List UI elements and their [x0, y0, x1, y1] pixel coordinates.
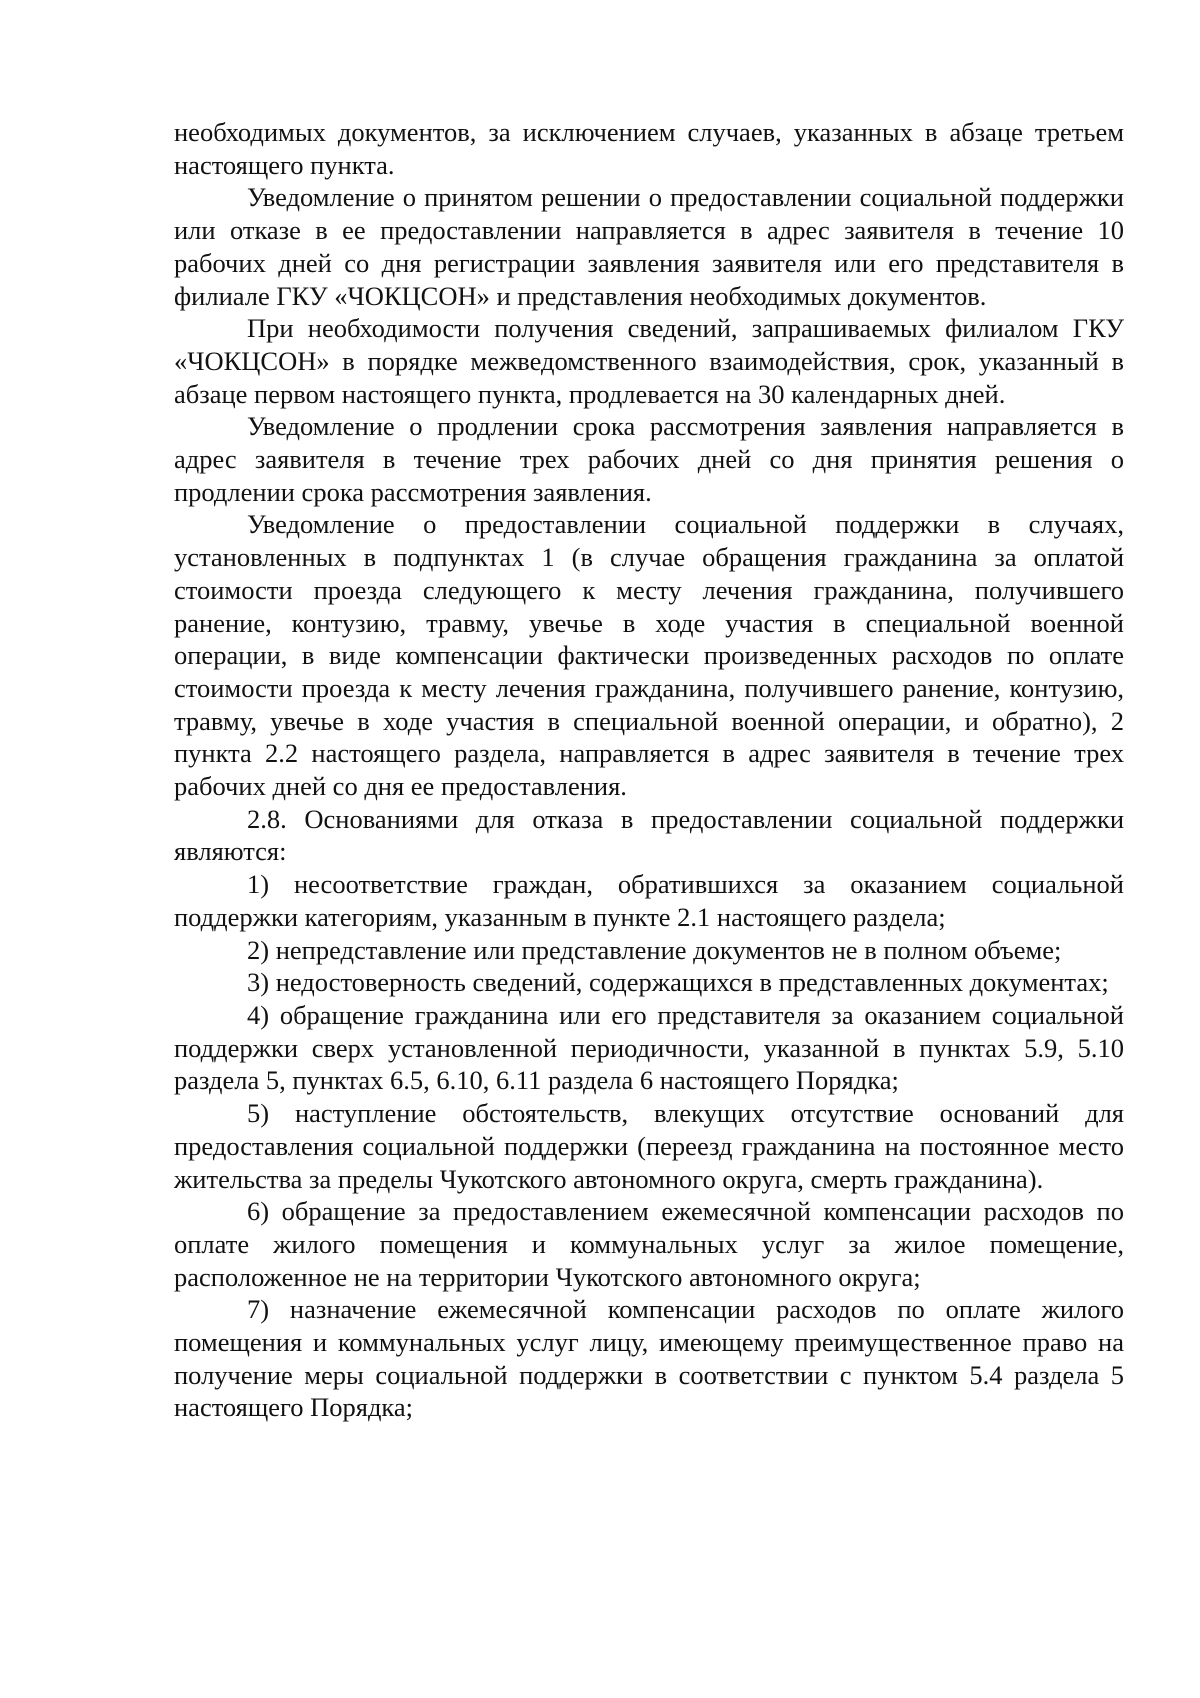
paragraph-continuation: необходимых документов, за исключением случаев, указанных в абзаце третьем настоящего пункта. — [174, 117, 1124, 180]
refusal-reason-2: 2) непредставление или представление документов не в полном объеме; — [247, 934, 1062, 965]
document-text — [174, 116, 1124, 1424]
section-2-8-heading: 2.8. Основаниями для отказа в предоставлении социальной поддержки являются: — [174, 803, 1124, 867]
refusal-reason-7: 7) назначение ежемесячной компенсации расходов по оплате жилого помещения и коммунальных услуг лицу, имеющему преимущественное право на получение меры социальной поддержки в соответствии с пунктом 5.4 раздела 5 настоящего Порядка; — [174, 1294, 1124, 1423]
refusal-reason-6: 6) обращение за предоставлением ежемесячной компенсации расходов по оплате жилого помещения и коммунальных услуг за жилое помещение, расположенное не на территории Чукотского автономного округа; — [174, 1196, 1124, 1292]
paragraph-support-notice: Уведомление о предоставлении социальной поддержки в случаях, установленных в подпунктах 1 (в случае обращения гражданина за оплатой стоимости проезда следующего к месту лечения гражданина, получившего ранение, контузию, травму, увечье в ходе участия в специальной военной операции, в виде компенсации фактически произведенных расходов по оплате стоимости проезда к месту лечения гражданина, получившего ранение, контузию, травму, увечье в ходе участия в специальной военной операции, и обратно), 2 пункта 2.2 настоящего раздела, направляется в адрес заявителя в течение трех рабочих дней со дня ее предоставления. — [174, 509, 1124, 802]
paragraph-interagency-extension: При необходимости получения сведений, запрашиваемых филиалом ГКУ «ЧОКЦСОН» в порядке межведомственного взаимодействия, срок, указанный в абзаце первом настоящего пункта, продлевается на 30 календарных дней. — [174, 313, 1124, 409]
refusal-reason-4: 4) обращение гражданина или его представителя за оказанием социальной поддержки сверх установленной периодичности, указанной в пунктах 5.9, 5.10 раздела 5, пунктах 6.5, 6.10, 6.11 раздела 6 настоящего Порядка; — [174, 999, 1124, 1096]
paragraph-extension-notice: Уведомление о продлении срока рассмотрения заявления направляется в адрес заявителя в течение трех рабочих дней со дня принятия решения о продлении срока рассмотрения заявления. — [174, 411, 1124, 507]
refusal-reason-3: 3) недостоверность сведений, содержащихся в представленных документах; — [247, 967, 1109, 998]
refusal-reason-1: 1) несоответствие граждан, обратившихся за оказанием социальной поддержки категориям, указанным в пункте 2.1 настоящего раздела; — [174, 869, 1124, 932]
paragraph-notification-decision: Уведомление о принятом решении о предоставлении социальной поддержки или отказе в ее предоставлении направляется в адрес заявителя в течение 10 рабочих дней со дня регистрации заявления заявителя или его представителя в филиале ГКУ «ЧОКЦСОН» и представления необходимых документов. — [174, 182, 1124, 311]
refusal-reason-5: 5) наступление обстоятельств, влекущих отсутствие оснований для предоставления социальной поддержки (переезд гражданина на постоянное место жительства за пределы Чукотского автономного округа, смерть гражданина). — [174, 1098, 1124, 1194]
